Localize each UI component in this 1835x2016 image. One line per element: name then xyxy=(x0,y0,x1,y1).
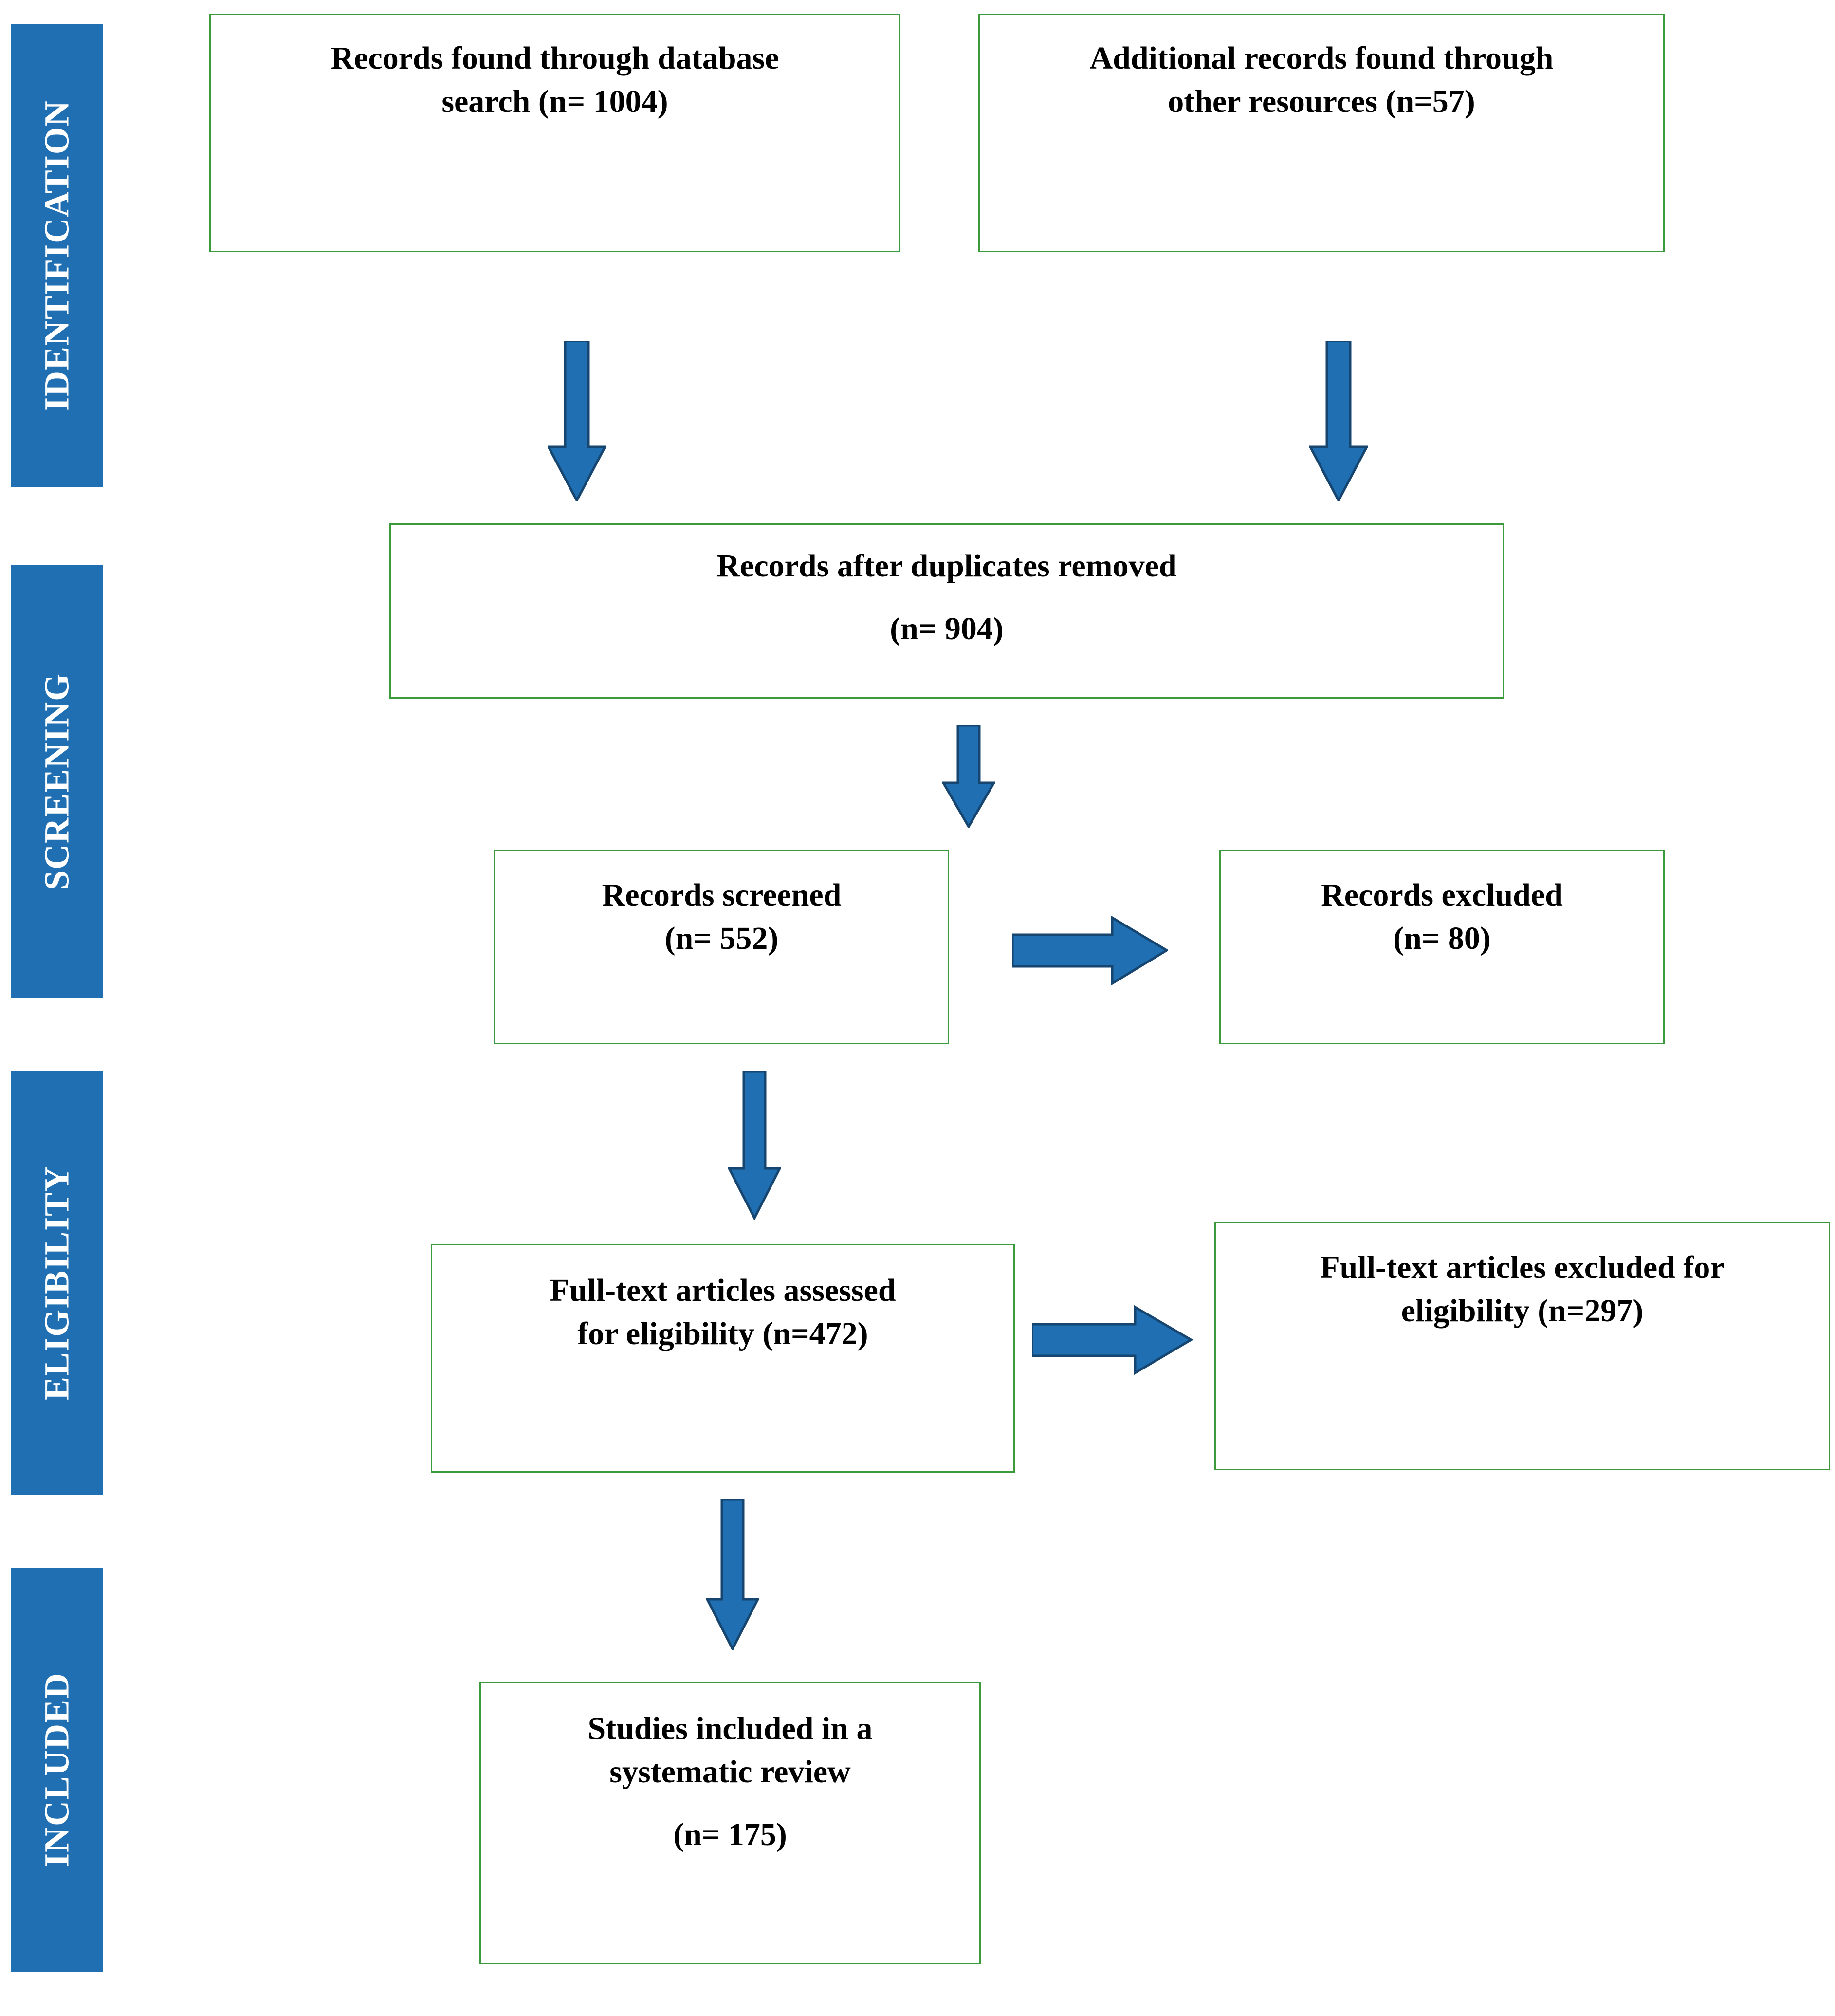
box-studies-included-line1: Studies included in a xyxy=(587,1711,873,1746)
box-records-screened-line1: Records screened xyxy=(602,877,842,913)
phase-label-identification-text: IDENTIFICATION xyxy=(37,100,76,411)
box-records-screened-line2: (n= 552) xyxy=(664,921,779,957)
box-records-other xyxy=(978,14,1665,252)
phase-label-screening xyxy=(11,565,103,998)
box-records-excluded-line1: Records excluded xyxy=(1321,877,1563,913)
box-records-after-duplicates-line1: Records after duplicates removed xyxy=(716,548,1177,584)
box-records-after-duplicates-line2: (n= 904) xyxy=(890,611,1004,647)
box-studies-included-line3: (n= 175) xyxy=(673,1817,787,1853)
arrow-screened-to-excluded-icon xyxy=(1012,915,1168,986)
box-records-database-line1: Records found through database xyxy=(330,40,779,76)
box-records-after-duplicates xyxy=(389,523,1504,699)
box-records-excluded xyxy=(1219,850,1665,1044)
box-records-screened xyxy=(494,850,949,1044)
phase-label-eligibility xyxy=(11,1071,103,1495)
box-fulltext-excluded-line2: eligibility (n=297) xyxy=(1401,1293,1644,1329)
arrow-fulltext-to-excluded-icon xyxy=(1032,1305,1193,1375)
box-studies-included xyxy=(479,1682,981,1964)
box-records-other-line1: Additional records found through xyxy=(1089,40,1554,76)
box-records-database xyxy=(209,14,900,252)
phase-label-identification xyxy=(11,24,103,487)
phase-label-included-text: INCLUDED xyxy=(37,1672,76,1868)
arrow-other-to-dedup-icon xyxy=(1309,341,1368,501)
arrow-fulltext-to-included-icon xyxy=(706,1499,759,1650)
arrow-screened-to-fulltext-icon xyxy=(728,1071,781,1220)
box-records-excluded-line2: (n= 80) xyxy=(1393,921,1491,957)
phase-label-screening-text: SCREENING xyxy=(37,672,76,890)
box-fulltext-assessed-line2: for eligibility (n=472) xyxy=(577,1316,868,1352)
phase-label-eligibility-text: ELIGIBILITY xyxy=(37,1165,76,1401)
arrow-db-to-dedup-icon xyxy=(548,341,606,501)
box-fulltext-assessed-line1: Full-text articles assessed xyxy=(550,1273,896,1308)
box-records-database-line2: search (n= 1004) xyxy=(441,84,668,120)
box-fulltext-excluded-line1: Full-text articles excluded for xyxy=(1320,1250,1725,1285)
phase-label-included xyxy=(11,1568,103,1972)
box-studies-included-line2: systematic review xyxy=(609,1754,851,1790)
arrow-dedup-to-screened-icon xyxy=(942,725,995,828)
box-fulltext-assessed xyxy=(431,1244,1015,1473)
box-records-other-line2: other resources (n=57) xyxy=(1168,84,1475,120)
box-fulltext-excluded xyxy=(1214,1222,1830,1470)
